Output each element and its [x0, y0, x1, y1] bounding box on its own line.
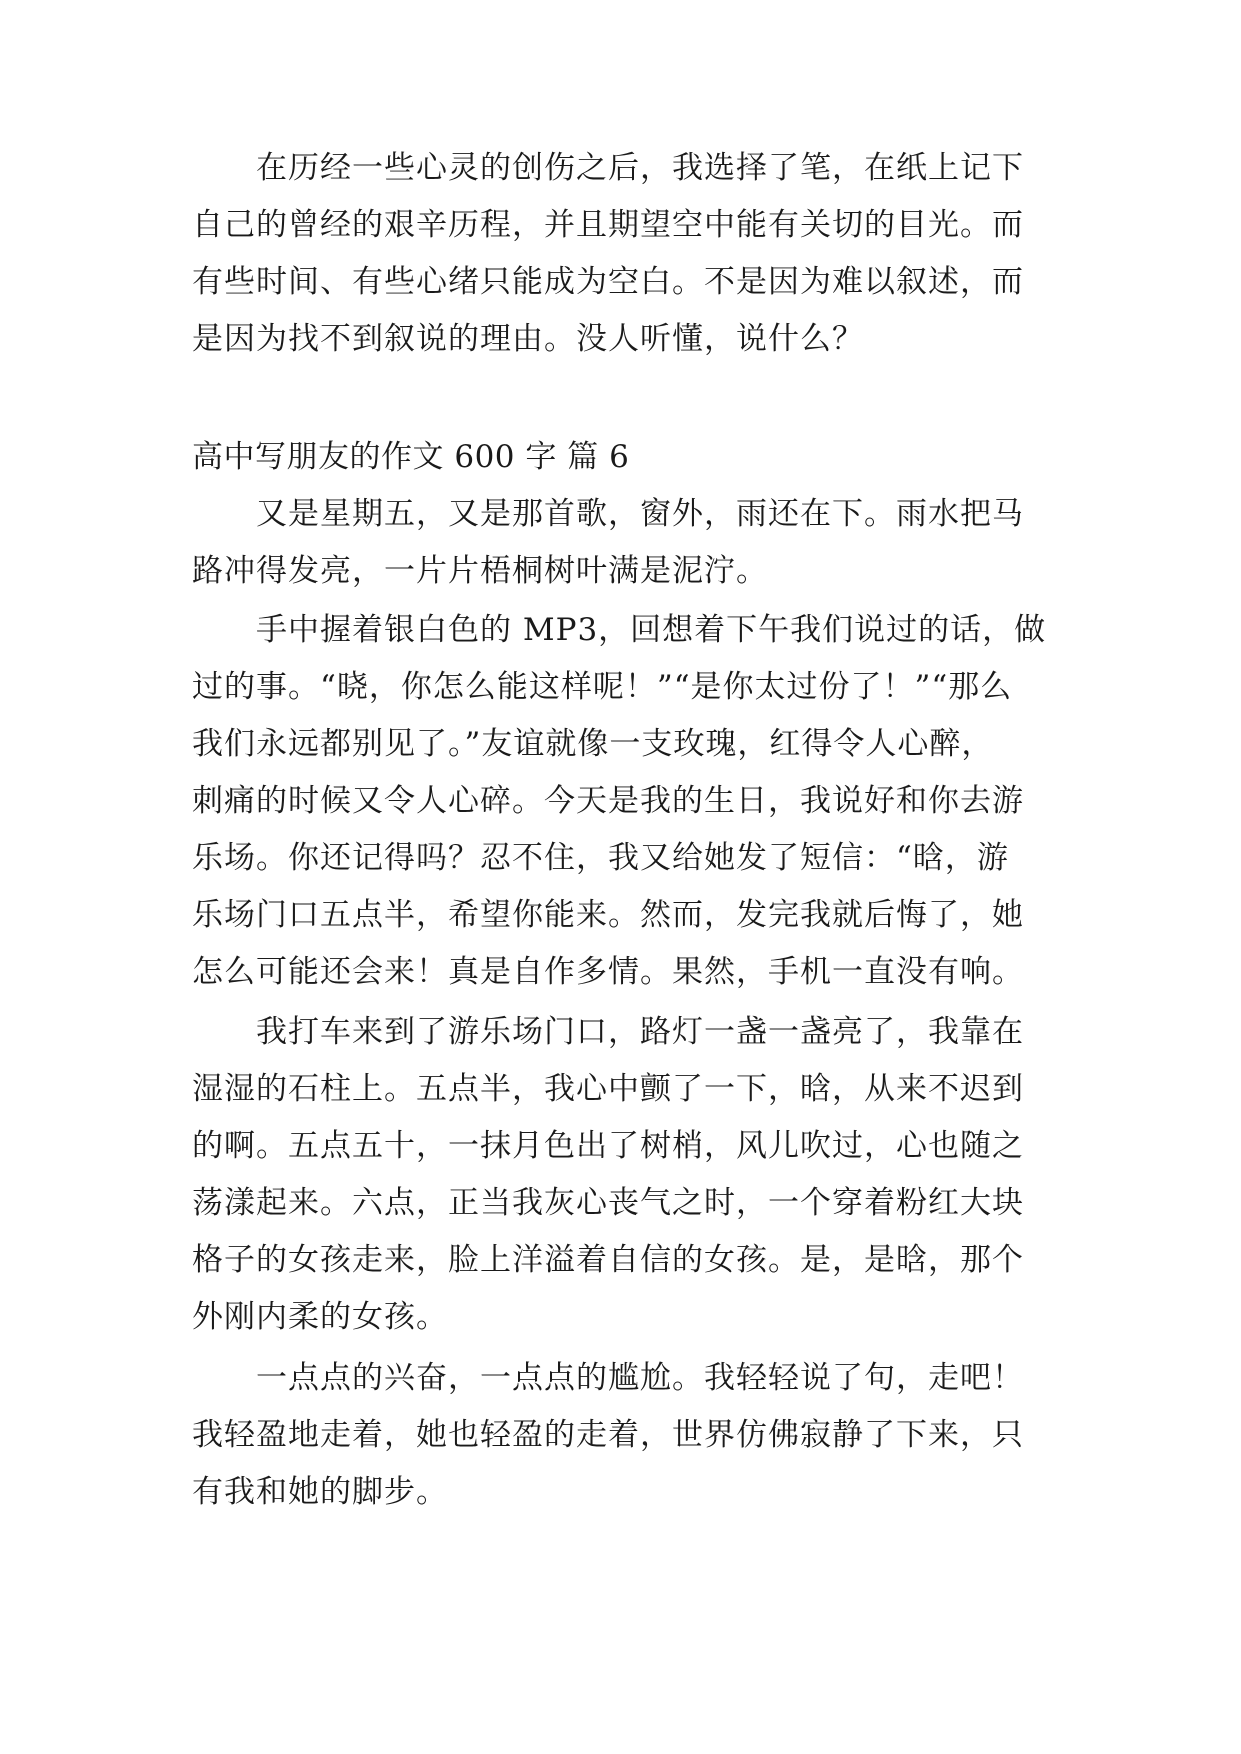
text-line: 过的事。“晓，你怎么能这样呢！”“是你太过份了！”“那么: [192, 669, 1013, 705]
text-line: 我们永远都别见了。”友谊就像一支玫瑰，红得令人心醉，: [192, 726, 994, 762]
text-line: 一点点的兴奋，一点点的尴尬。我轻轻说了句，走吧！: [256, 1360, 1024, 1396]
text-line: 路冲得发亮，一片片梧桐树叶满是泥泞。: [192, 553, 768, 589]
text-line: 我打车来到了游乐场门口，路灯一盏一盏亮了，我靠在: [256, 1014, 1024, 1050]
text-line: 是因为找不到叙说的理由。没人听懂，说什么？: [192, 321, 864, 357]
text-line: 的啊。五点五十，一抹月色出了树梢，风儿吹过，心也随之: [192, 1128, 1024, 1164]
text-line: 乐场。你还记得吗？忍不住，我又给她发了短信：“晗，游: [192, 840, 1009, 876]
text-line: 在历经一些心灵的创伤之后，我选择了笔，在纸上记下: [256, 150, 1024, 186]
text-line: 格子的女孩走来，脸上洋溢着自信的女孩。是，是晗，那个: [192, 1242, 1024, 1278]
text-line: 有些时间、有些心绪只能成为空白。不是因为难以叙述，而: [192, 264, 1024, 300]
text-line: 又是星期五，又是那首歌，窗外，雨还在下。雨水把马: [256, 496, 1024, 532]
text-line: 湿湿的石柱上。五点半，我心中颤了一下，晗，从来不迟到: [192, 1071, 1024, 1107]
text-line: 乐场门口五点半，希望你能来。然而，发完我就后悔了，她: [192, 897, 1024, 933]
text-line: 手中握着银白色的 MP3，回想着下午我们说过的话，做: [256, 612, 1047, 648]
section-heading: 高中写朋友的作文 600 字 篇 6: [192, 439, 630, 475]
text-line: 荡漾起来。六点，正当我灰心丧气之时，一个穿着粉红大块: [192, 1185, 1024, 1221]
text-line: 有我和她的脚步。: [192, 1474, 448, 1510]
text-line: 外刚内柔的女孩。: [192, 1299, 448, 1335]
text-line: 自己的曾经的艰辛历程，并且期望空中能有关切的目光。而: [192, 207, 1024, 243]
text-line: 刺痛的时候又令人心碎。今天是我的生日，我说好和你去游: [192, 783, 1024, 819]
text-line: 怎么可能还会来！真是自作多情。果然，手机一直没有响。: [192, 954, 1024, 990]
text-line: 我轻盈地走着，她也轻盈的走着，世界仿佛寂静了下来，只: [192, 1417, 1024, 1453]
